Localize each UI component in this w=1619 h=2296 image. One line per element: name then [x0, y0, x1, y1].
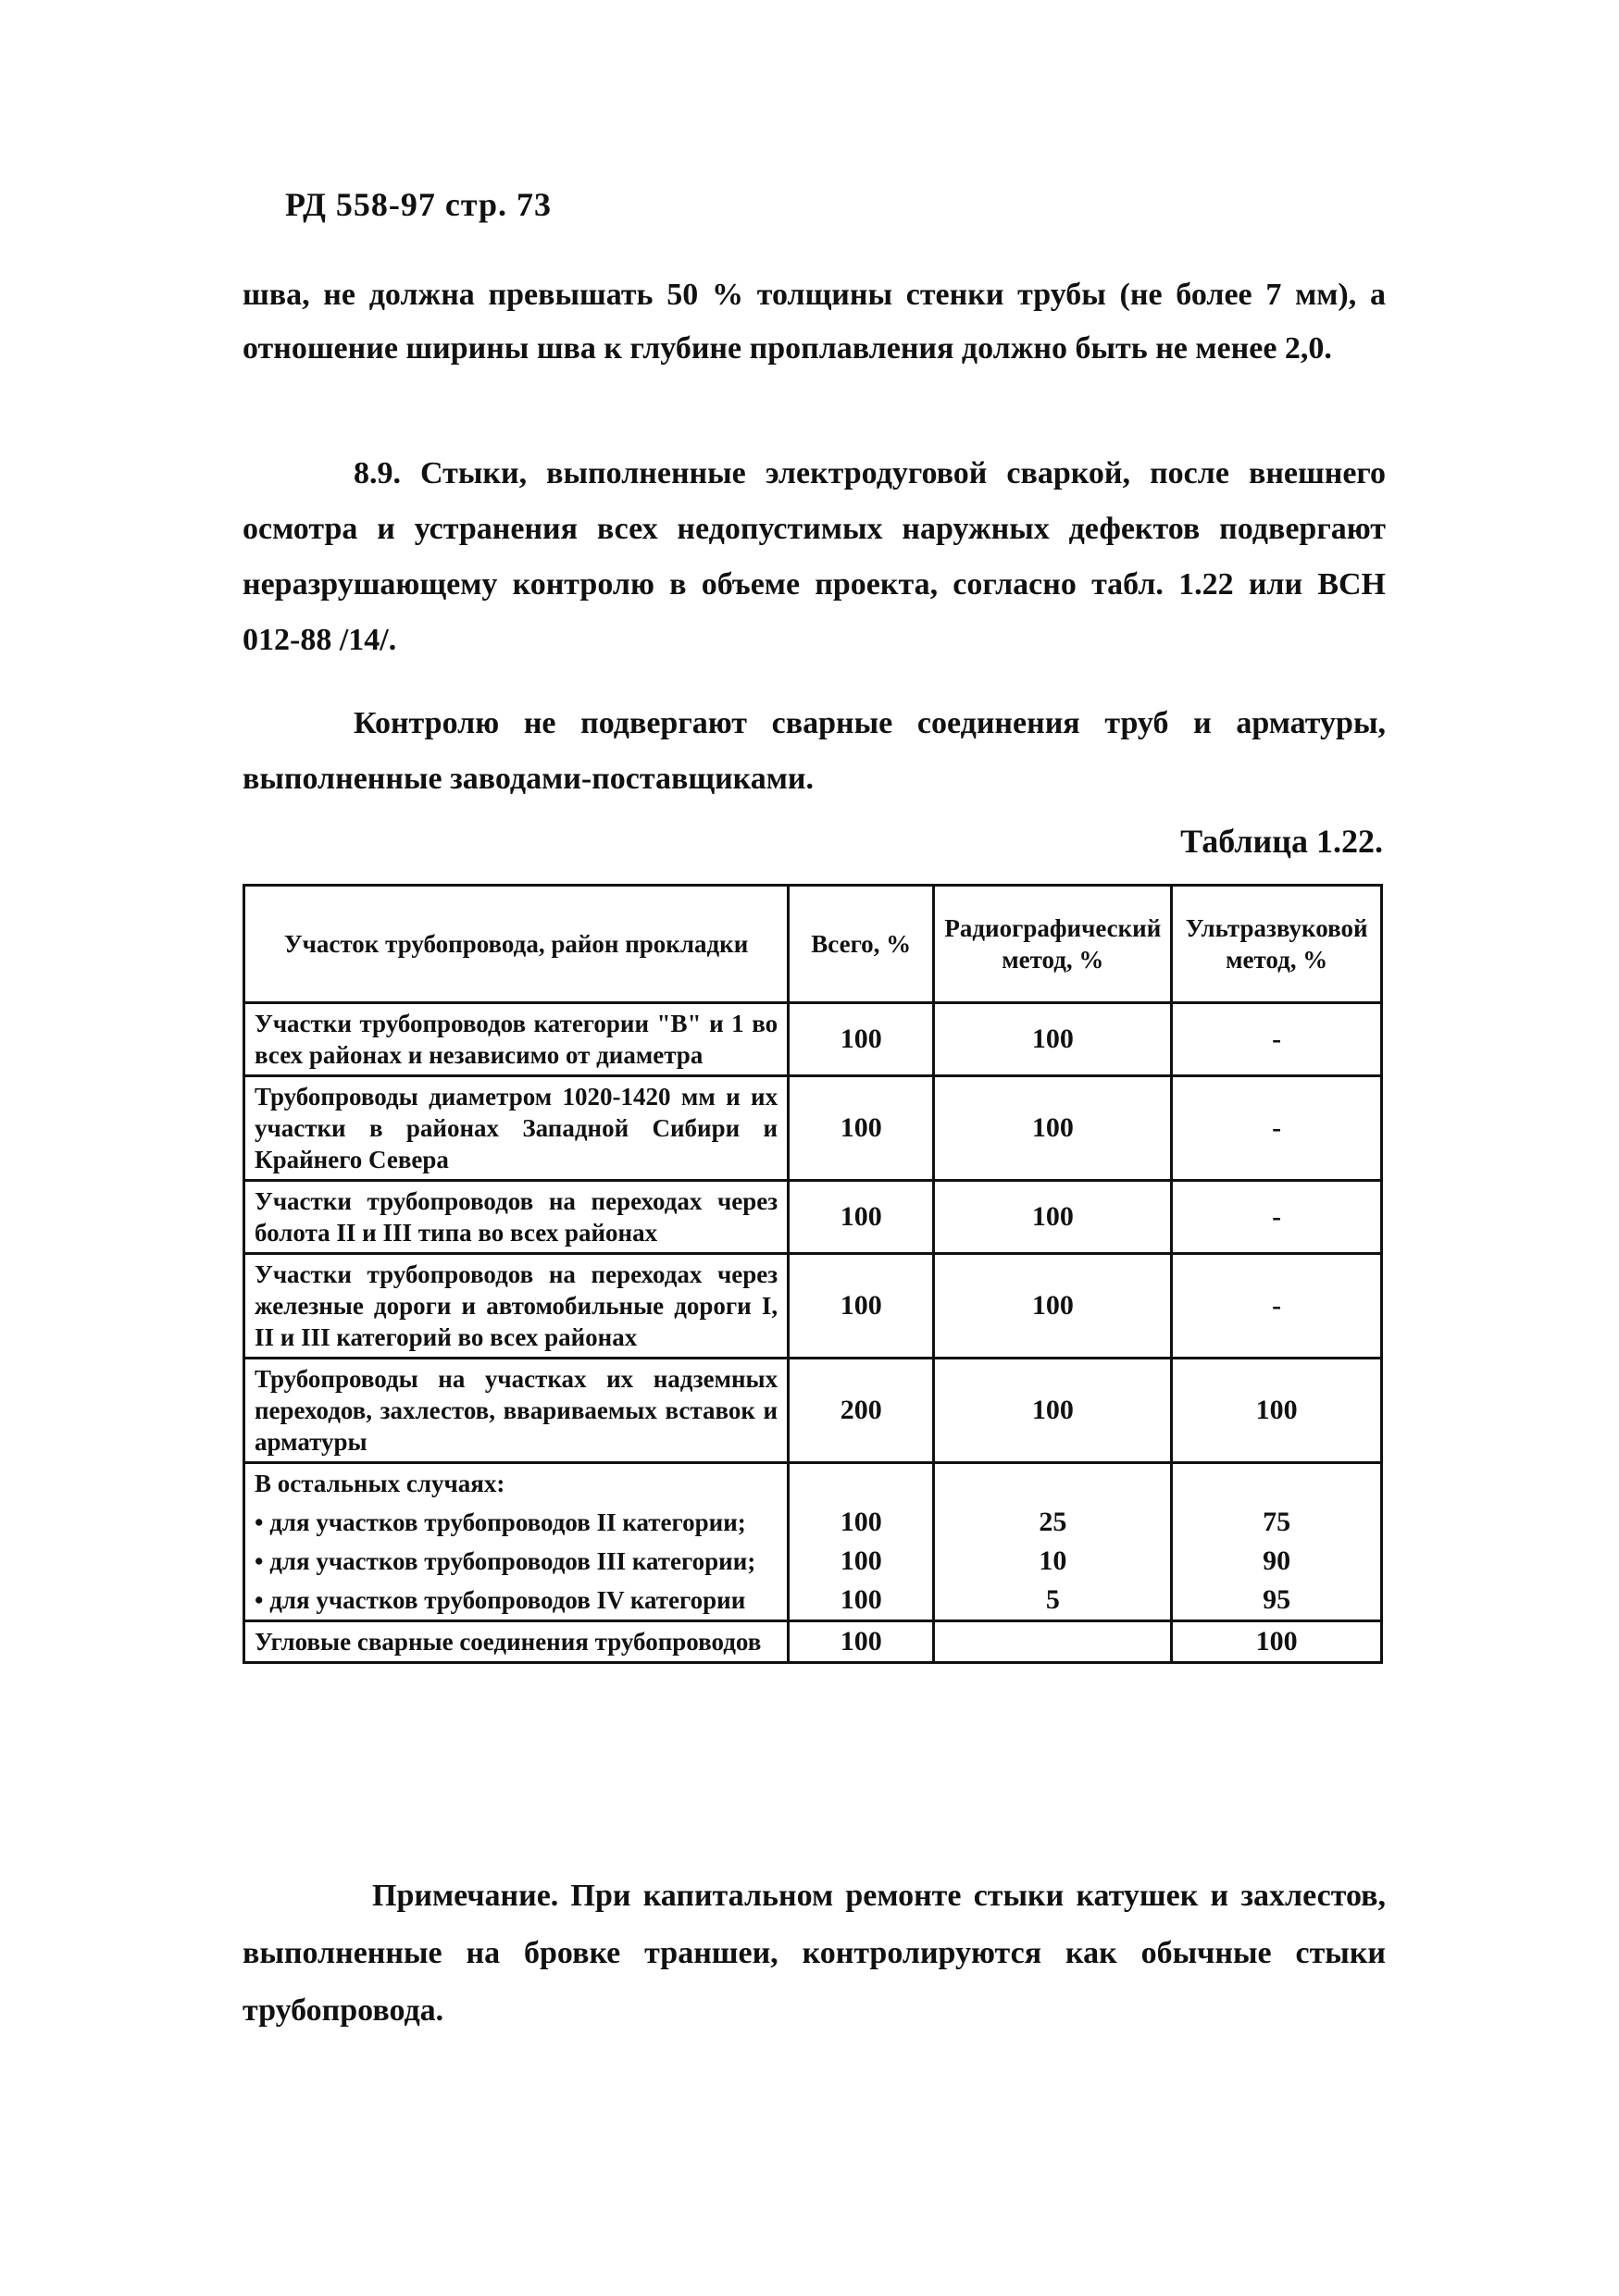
row-ultra: - — [1172, 1003, 1382, 1076]
header-total: Всего, % — [789, 886, 934, 1003]
table-row — [244, 1621, 1382, 1663]
row-ultra: 75 — [1172, 1503, 1382, 1542]
bullet-text: для участков трубопроводов IV категории — [269, 1586, 746, 1614]
row-total: 100 — [789, 1076, 934, 1181]
row-desc-bullet: • для участков трубопроводов II категории; — [244, 1503, 789, 1542]
row-total: 100 — [789, 1181, 934, 1254]
row-total: 100 — [789, 1503, 934, 1542]
row-desc: Участки трубопроводов на переходах через железные дороги и автомобильные дороги I, II и III категорий во всех районах — [244, 1254, 789, 1359]
table-note: Примечание. При капитальном ремонте стыки катушек и захлестов, выполненные на бровке траншеи, контролируются как обычные стыки трубопровода. — [243, 1879, 1386, 2028]
row-total: 100 — [789, 1621, 934, 1663]
table-row — [244, 1003, 1382, 1076]
table-row — [244, 1542, 1382, 1581]
row-ultra: 95 — [1172, 1581, 1382, 1621]
row-radio: 5 — [934, 1581, 1172, 1621]
empty-cell — [789, 1463, 934, 1504]
table-row — [244, 1581, 1382, 1621]
header-radiographic: Радиографический метод, % — [934, 886, 1172, 1003]
row-radio: 100 — [934, 1181, 1172, 1254]
row-total: 100 — [789, 1254, 934, 1359]
empty-cell — [934, 1463, 1172, 1504]
row-radio — [934, 1621, 1172, 1663]
row-ultra: 90 — [1172, 1542, 1382, 1581]
row-ultra: - — [1172, 1181, 1382, 1254]
row-total: 100 — [789, 1581, 934, 1621]
row-desc-bullet: • для участков трубопроводов IV категории — [244, 1581, 789, 1621]
table-caption: Таблица 1.22. — [1180, 823, 1383, 860]
table-row — [244, 1359, 1382, 1463]
header-section: Участок трубопровода, район прокладки — [244, 886, 789, 1003]
row-desc: Трубопроводы диаметром 1020-1420 мм и их участки в районах Западной Сибири и Крайнего Севера — [244, 1076, 789, 1181]
table-row — [244, 1076, 1382, 1181]
row-desc: Участки трубопроводов на переходах через болота II и III типа во всех районах — [244, 1181, 789, 1254]
table-row-other-heading — [244, 1463, 1382, 1504]
row-total: 200 — [789, 1359, 934, 1463]
row-radio: 100 — [934, 1254, 1172, 1359]
row-ultra: 100 — [1172, 1621, 1382, 1663]
table-row — [244, 1181, 1382, 1254]
row-radio: 100 — [934, 1076, 1172, 1181]
inspection-table — [243, 884, 1383, 1664]
other-cases-heading: В остальных случаях: — [244, 1463, 789, 1504]
bullet-text: для участков трубопроводов II категории; — [269, 1508, 746, 1536]
row-radio: 100 — [934, 1003, 1172, 1076]
row-desc: Трубопроводы на участках их надземных переходов, захлестов, вваривaемых вставок и арматуры — [244, 1359, 789, 1463]
row-total: 100 — [789, 1542, 934, 1581]
paragraph-8-9: 8.9. Стыки, выполненные электродуговой сваркой, после внешнего осмотра и устранения всех недопустимых наружных дефектов подвергают неразрушающему контролю в объеме проекта, согласно табл. 1.22 или ВСН 012-88 /14/. — [243, 456, 1386, 657]
paragraph-continuation: шва, не должна превышать 50 % толщины стенки трубы (не более 7 мм), а отношение ширины шва к глубине проплавления должно быть не менее 2,0. — [243, 278, 1386, 366]
row-ultra: - — [1172, 1254, 1382, 1359]
row-ultra: 100 — [1172, 1359, 1382, 1463]
row-total: 100 — [789, 1003, 934, 1076]
table-row — [244, 1503, 1382, 1542]
row-radio: 10 — [934, 1542, 1172, 1581]
header-ultrasonic: Ультразвуковой метод, % — [1172, 886, 1382, 1003]
row-radio: 25 — [934, 1503, 1172, 1542]
table-row — [244, 1254, 1382, 1359]
table-header-row — [244, 886, 1382, 1003]
bullet-text: для участков трубопроводов III категории; — [269, 1547, 756, 1575]
page-header: РД 558-97 стр. 73 — [285, 186, 553, 223]
row-desc: Угловые сварные соединения трубопроводов — [244, 1621, 789, 1663]
row-desc-bullet: • для участков трубопроводов III категории; — [244, 1542, 789, 1581]
row-desc: Участки трубопроводов категории "В" и 1 во всех районах и независимо от диаметра — [244, 1003, 789, 1076]
row-radio: 100 — [934, 1359, 1172, 1463]
row-ultra: - — [1172, 1076, 1382, 1181]
empty-cell — [1172, 1463, 1382, 1504]
paragraph-control-exemption: Контролю не подвергают сварные соединения труб и арматуры, выполненные заводами-поставщиками. — [243, 706, 1386, 796]
